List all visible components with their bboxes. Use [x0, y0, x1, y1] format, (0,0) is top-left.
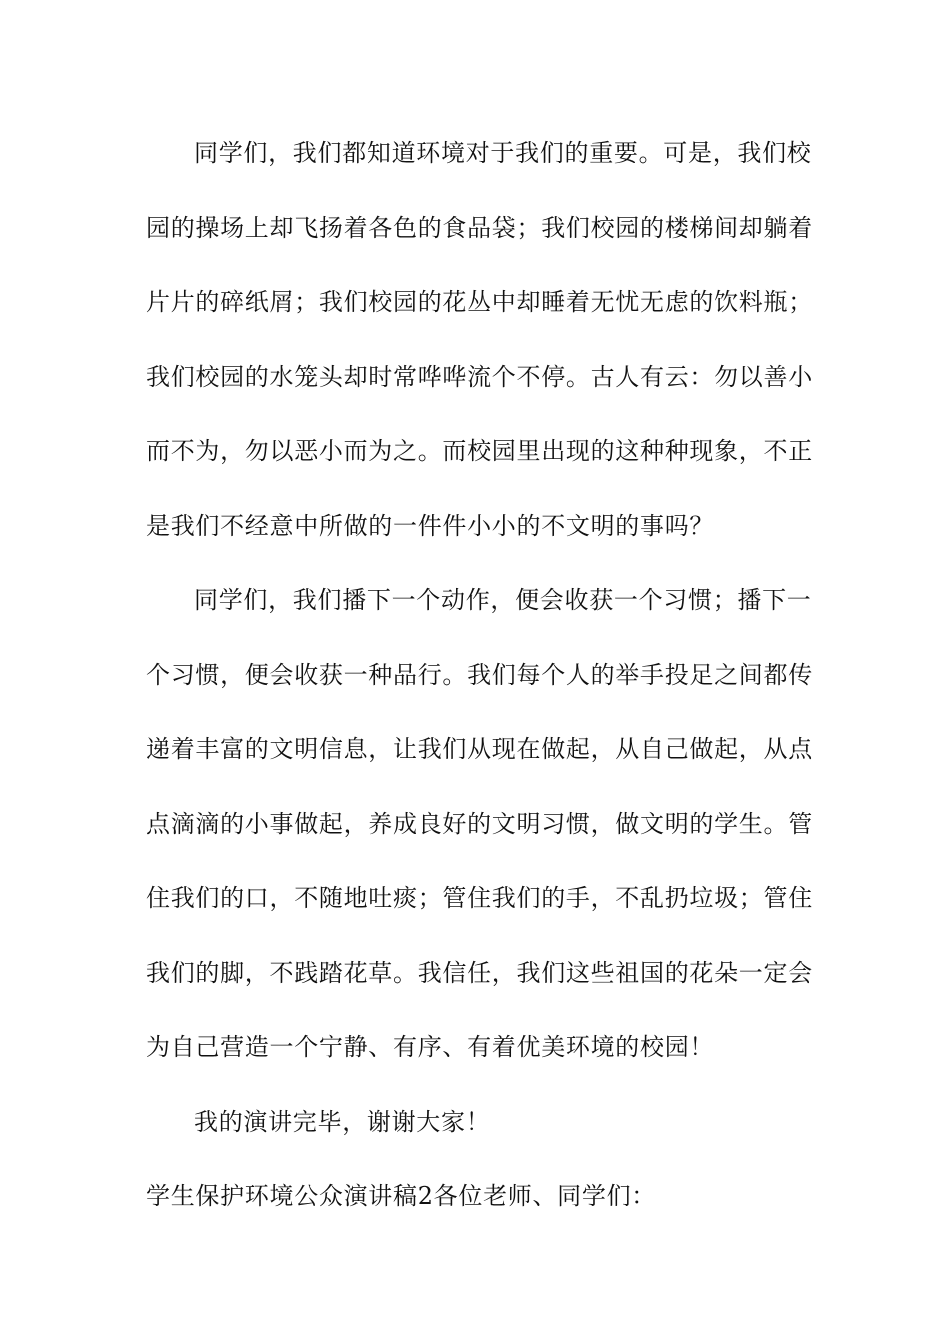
paragraph-2-line-2: 个习惯，便会收获一种品行。我们每个人的举手投足之间都传 — [146, 660, 813, 689]
paragraph-2-line-1: 同学们，我们播下一个动作，便会收获一个习惯；播下一 — [194, 586, 812, 614]
closing-line: 我的演讲完毕，谢谢大家！ — [194, 1107, 491, 1136]
paragraph-1-line-1: 同学们，我们都知道环境对于我们的重要。可是，我们校 — [194, 139, 812, 167]
paragraph-2-line-6: 我们的脚，不践踏花草。我信任，我们这些祖国的花朵一定会 — [146, 958, 813, 987]
paragraph-2-line-3: 递着丰富的文明信息，让我们从现在做起，从自己做起，从点 — [146, 735, 813, 763]
next-speech-heading: 学生保护环境公众演讲稿2各位老师、同学们： — [146, 1182, 656, 1210]
paragraph-1-line-3: 片片的碎纸屑；我们校园的花丛中却睡着无忧无虑的饮料瓶； — [146, 288, 813, 316]
paragraph-1-line-4: 我们校园的水笼头却时常哗哗流个不停。古人有云：勿以善小 — [146, 362, 813, 391]
paragraph-2-line-5: 住我们的口，不随地吐痰；管住我们的手，不乱扔垃圾；管住 — [146, 884, 813, 912]
paragraph-1-line-2: 园的操场上却飞扬着各色的食品袋；我们校园的楼梯间却躺着 — [146, 213, 813, 242]
paragraph-1-line-6: 是我们不经意中所做的一件件小小的不文明的事吗？ — [146, 511, 715, 540]
paragraph-2-line-4: 点滴滴的小事做起，养成良好的文明习惯，做文明的学生。管 — [146, 809, 813, 838]
paragraph-2-line-7: 为自己营造一个宁静、有序、有着优美环境的校园！ — [146, 1033, 715, 1061]
paragraph-1-line-5: 而不为，勿以恶小而为之。而校园里出现的这种种现象，不正 — [146, 437, 813, 465]
document-body — [146, 129, 813, 1247]
